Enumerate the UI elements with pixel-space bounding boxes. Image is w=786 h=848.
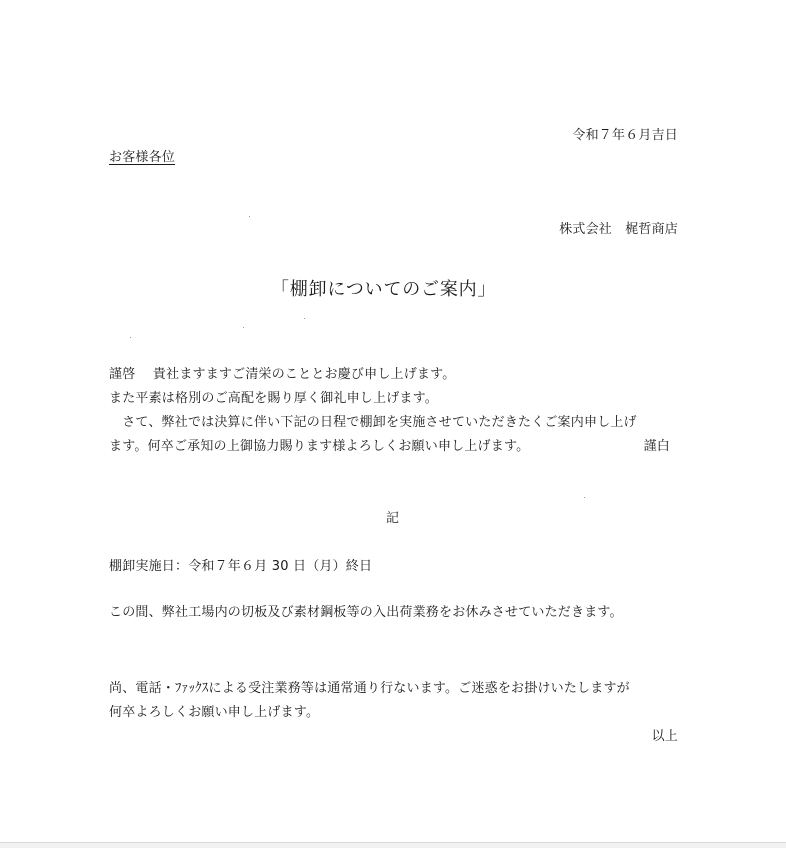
scan-speck [304,318,305,319]
suspension-notice: この間、弊社工場内の切板及び素材鋼板等の入出荷業務をお休みさせていただきます。 [109,605,623,620]
scan-speck [249,216,250,217]
greeting-line: 謹啓 貴社ますますご清栄のこととお慶び申し上げます。 [109,367,456,382]
announcement-line: さて、弊社では決算に伴い下記の日程で棚卸を実施させていただきたくご案内申し上げ [109,415,637,430]
issue-date: 令和７年６月吉日 [572,128,678,143]
gratitude-line: また平素は格別のご高配を賜り厚く御礼申し上げます。 [109,391,438,406]
scan-speck [584,497,585,498]
end-mark: 以上 [651,729,678,744]
record-heading: 記 [386,511,400,526]
inventory-date: 棚卸実施日：令和７年６月 30 日（月）終日 [109,559,373,574]
document-title: 「棚卸についてのご案内」 [271,279,497,300]
recipient-line: お客様各位 [109,150,176,165]
closing-salutation: 謹白 [643,439,670,454]
page-bottom-edge [0,842,786,848]
sender-company: 株式会社 梶哲商店 [559,222,678,237]
apology-line: 何卒よろしくお願い申し上げます。 [109,705,320,720]
request-line: ます。何卒ご承知の上御協力賜ります様よろしくお願い申し上げます。 [109,439,530,454]
scan-speck [243,327,244,328]
phone-fax-notice: 尚、電話・ﾌｧｯｸｽによる受注業務等は通常通り行ないます。ご迷惑をお掛けいたしますが [109,681,630,696]
scan-speck [130,337,131,338]
